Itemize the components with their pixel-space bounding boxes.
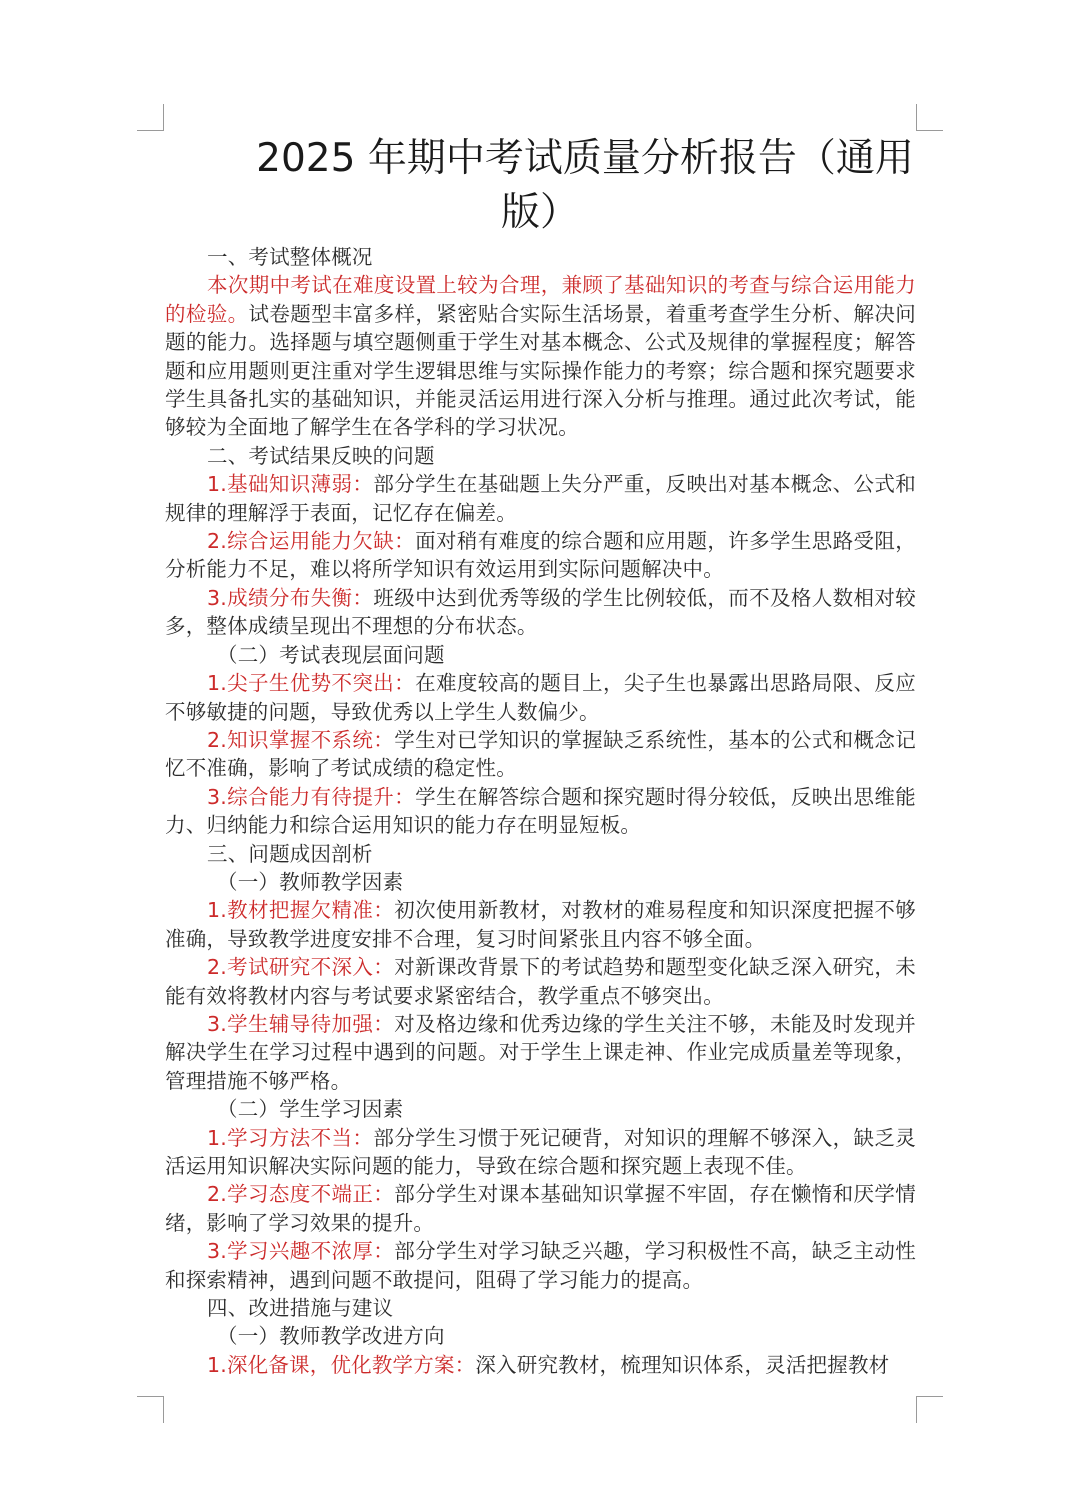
body-text: 在难度较高的题目上，尖子生也暴露出思路局限、反应不够敏捷的问题，导致优秀以上学生人数偏少。: [165, 671, 916, 724]
highlight-text: 3.成绩分布失衡：: [207, 585, 374, 610]
subheading-student-factors: （二）学生学习因素: [217, 1097, 404, 1122]
body-text: 班级中达到优秀等级的学生比例较低，而不及格人数相对较多，整体成绩呈现出不理想的分布状态。: [165, 585, 917, 639]
paragraph-student-2: [165, 1180, 916, 1237]
highlight-text: 2.学习态度不端正：: [207, 1182, 395, 1207]
paragraph-overview: [165, 271, 916, 441]
subheading-performance: （二）考试表现层面问题: [217, 642, 445, 667]
highlight-text: 2.考试研究不深入：: [207, 955, 395, 980]
highlight-text: 2.综合运用能力欠缺：: [207, 529, 416, 554]
paragraph-teacher-3: [165, 1010, 916, 1095]
body-text: 学生对已学知识的掌握缺乏系统性，基本的公式和概念记忆不准确，影响了考试成绩的稳定性。: [165, 727, 917, 781]
paragraph-performance-1: [165, 669, 916, 726]
highlight-text: 3.学生辅导待加强：: [207, 1011, 395, 1036]
highlight-text: 1.学习方法不当：: [207, 1125, 374, 1150]
paragraph-performance-3: [165, 783, 916, 840]
body-text: 初次使用新教材，对教材的难易程度和知识深度把握不够准确，导致教学进度安排不合理，复习时间紧张且内容不够全面。: [165, 898, 917, 951]
highlight-text: 1.深化备课，优化教学方案：: [207, 1352, 476, 1377]
body-text: 试卷题型丰富多样，紧密贴合实际生活场景，着重考查学生分析、解决问题的能力。选择题与填空题侧重于学生对基本概念、公式及规律的掌握程度；解答题和应用题则更注重对学生逻辑思维与实际操作能力的考察；综合题和探究题要求学生具备扎实的基础知识，并能灵活运用进行深入分析与推理。通过此次考试，能够较为全面地了解学生在各学科的学习状况。: [165, 301, 916, 440]
highlight-text: 3.学习兴趣不浓厚：: [207, 1239, 395, 1264]
body-text: 部分学生对课本基础知识掌握不牢固，存在懒惰和厌学情绪，影响了学习效果的提升。: [165, 1182, 917, 1235]
paragraph-student-3: [165, 1237, 916, 1294]
subheading-teacher-factors: （一）教师教学因素: [217, 869, 404, 894]
section-heading-improvements: 四、改进措施与建议: [207, 1296, 394, 1321]
highlight-text: 1.基础知识薄弱：: [207, 472, 374, 497]
document-title: 2025 年期中考试质量分析报告（通用版）: [256, 136, 914, 235]
body-text: 部分学生习惯于死记硬背，对知识的理解不够深入，缺乏灵活运用知识解决实际问题的能力，导致在综合题和探究题上表现不佳。: [165, 1125, 917, 1178]
paragraph-problem-2: [165, 527, 916, 584]
body-text: 部分学生对学习缺乏兴趣，学习积极性不高，缺乏主动性和探索精神，遇到问题不敢提问，阻碍了学习能力的提高。: [165, 1239, 917, 1292]
body-text: 学生在解答综合题和探究题时得分较低，反映出思维能力、归纳能力和综合运用知识的能力存在明显短板。: [165, 784, 916, 838]
paragraph-performance-2: [165, 726, 916, 783]
highlight-text: 1.尖子生优势不突出：: [207, 671, 416, 696]
highlight-text: 2.知识掌握不系统：: [207, 727, 395, 752]
page-corner-mark-top-left: [137, 104, 164, 131]
section-heading-problems: 二、考试结果反映的问题: [207, 443, 435, 468]
highlight-text: 本次期中考试在难度设置上较为合理，兼顾了基础知识的考查与综合运用能力的检验。: [165, 273, 916, 326]
highlight-text: 1.教材把握欠精准：: [207, 898, 395, 923]
page-corner-mark-bottom-right: [916, 1396, 943, 1423]
highlight-text: 3.综合能力有待提升：: [207, 784, 416, 809]
body-text: 面对稍有难度的综合题和应用题，许多学生思路受阻，分析能力不足，难以将所学知识有效运用到实际问题解决中。: [165, 529, 916, 582]
paragraph-teacher-2: [165, 953, 916, 1010]
paragraph-improvement-1: [165, 1351, 916, 1379]
paragraph-teacher-1: [165, 896, 916, 953]
section-heading-causes: 三、问题成因剖析: [207, 841, 373, 866]
body-text: 对新课改背景下的考试趋势和题型变化缺乏深入研究，未能有效将教材内容与考试要求紧密结合，教学重点不够突出。: [165, 955, 917, 1008]
paragraph-student-1: [165, 1124, 916, 1181]
paragraph-problem-1: [165, 470, 916, 527]
subheading-teacher-improvement: （一）教师教学改进方向: [217, 1324, 445, 1349]
paragraph-problem-3: [165, 584, 916, 641]
body-text: 深入研究教材，梳理知识体系，灵活把握教材: [475, 1352, 890, 1377]
body-text: 对及格边缘和优秀边缘的学生关注不够，未能及时发现并解决学生在学习过程中遇到的问题。对于学生上课走神、作业完成质量差等现象，管理措施不够严格。: [165, 1011, 917, 1093]
page-corner-mark-bottom-left: [137, 1396, 164, 1423]
body-text: 部分学生在基础题上失分严重，反映出对基本概念、公式和规律的理解浮于表面，记忆存在偏差。: [165, 472, 917, 525]
page-corner-mark-top-right: [916, 104, 943, 131]
document-body: [165, 243, 916, 1379]
section-heading-overview: 一、考试整体概况: [207, 245, 373, 269]
